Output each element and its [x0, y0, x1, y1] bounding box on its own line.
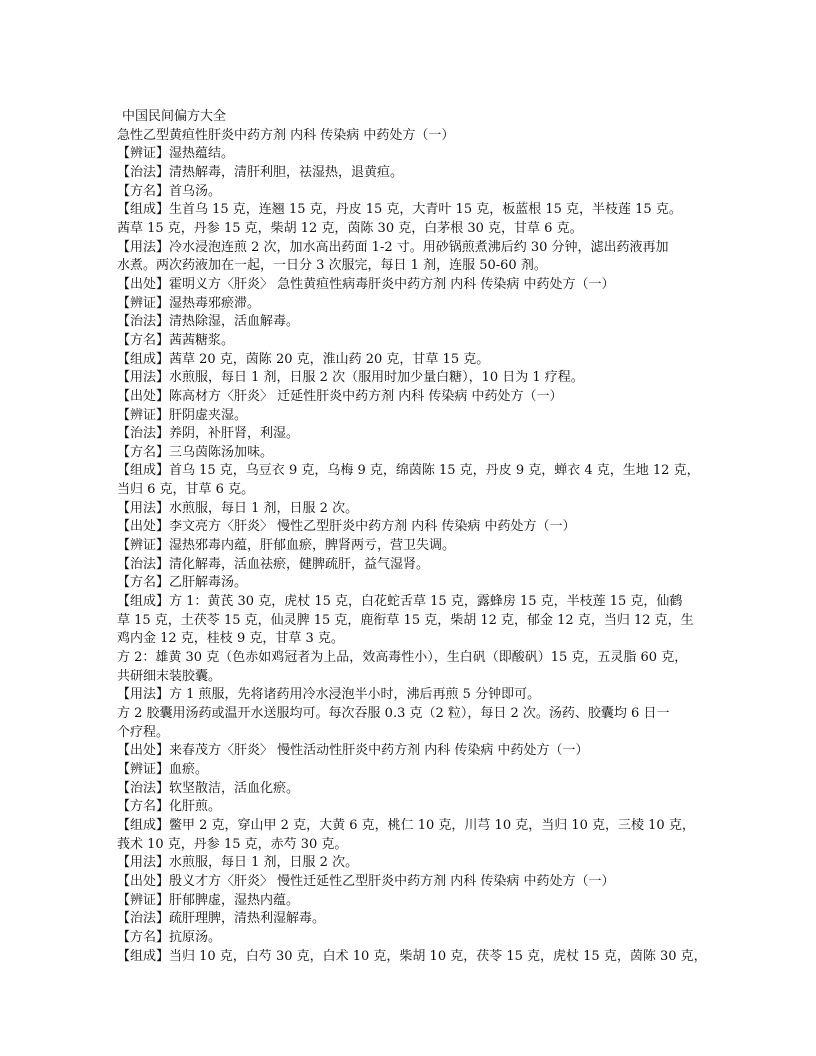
text-line: 方 2 胶囊用汤药或温开水送服均可。每次吞服 0.3 克（2 粒），每日 2 次。汤药、胶囊均 6 日一	[117, 706, 670, 721]
text-line: 【辨证】肝郁脾虚，湿热内蕴。	[117, 892, 300, 908]
text-line: 【治法】清热除湿，活血解毒。	[117, 314, 300, 330]
text-line: 【用法】水煎服，每日 1 剂，日服 2 次。	[117, 500, 359, 516]
text-line: 莪术 10 克，丹参 15 克，赤芍 30 克。	[117, 836, 348, 852]
text-line: 【用法】水煎服，每日 1 剂，日服 2 次（服用时加少量白糖），10 日为 1 疗程。	[117, 370, 584, 386]
text-line: 【方名】化肝煎。	[117, 799, 222, 815]
source-line: 【出处】霍明义方〈肝炎〉 急性黄疸性病毒肝炎中药方剂 内科 传染病 中药处方（一）	[117, 276, 615, 292]
source-line: 【出处】李文亮方〈肝炎〉 慢性乙型肝炎中药方剂 内科 传染病 中药处方（一）	[117, 519, 576, 535]
text-line: 【治法】清化解毒，活血祛瘀，健脾疏肝，益气湿肾。	[117, 556, 430, 572]
text-line: 【辨证】血瘀。	[117, 761, 209, 777]
text-line: 【辨证】肝阴虚夹湿。	[117, 407, 248, 423]
text-line: 【组成】茜草 20 克，茵陈 20 克，淮山药 20 克，甘草 15 克。	[117, 351, 490, 367]
text-line: 个疗程。	[117, 724, 170, 740]
text-line: 水煮。两次药液加在一起，一日分 3 次服完，每日 1 剂，连服 50-60 剂。	[117, 258, 547, 274]
text-line: 鸡内金 12 克，桂枝 9 克，甘草 3 克。	[117, 631, 344, 647]
text-line: 【方名】首乌汤。	[117, 183, 222, 199]
text-line: 【辨证】湿热毒邪瘀滞。	[117, 295, 261, 311]
text-line: 【组成】当归 10 克，白芍 30 克，白术 10 克，柴胡 10 克，茯苓 15 克，虎杖 15 克，茵陈 30 克，	[117, 948, 707, 964]
text-line: 茜草 15 克，丹参 15 克，柴胡 12 克，茵陈 30 克，白茅根 30 克，甘草 6 克。	[117, 220, 583, 236]
text-line: 【组成】鳖甲 2 克，穿山甲 2 克，大黄 6 克，桃仁 10 克，川芎 10 克，当归 10 克，三棱 10 克，	[117, 817, 695, 833]
text-line: 【组成】方 1：黄芪 30 克，虎杖 15 克，白花蛇舌草 15 克，露蜂房 15 克，半枝莲 15 克，仙鹤	[117, 594, 683, 610]
text-line: 【用法】方 1 煎服，先将诸药用冷水浸泡半小时，沸后再煎 5 分钟即可。	[117, 687, 541, 703]
source-line: 【出处】殷义才方〈肝炎〉 慢性迁延性乙型肝炎中药方剂 内科 传染病 中药处方（一）	[117, 873, 615, 889]
document-page	[117, 108, 707, 966]
text-line: 【辨证】湿热蕴结。	[117, 146, 235, 162]
text-line: 方 2：雄黄 30 克（色赤如鸡冠者为上品，效高毒性小），生白矾（即酸矾）15 克，五灵脂 60 克，	[117, 650, 688, 666]
text-line: 【治法】养阴，补肝肾，利湿。	[117, 426, 300, 442]
text-line: 【用法】冷水浸泡连煎 2 次，加水高出药面 1-2 寸。用砂锅煎煮沸后约 30 分钟，滤出药液再加	[117, 239, 669, 255]
text-line: 【方名】乙肝解毒汤。	[117, 575, 248, 591]
text-line: 【方名】三乌茵陈汤加味。	[117, 444, 274, 460]
text-line: 【治法】疏肝理脾，清热利湿解毒。	[117, 911, 326, 927]
text-line: 【治法】软坚散洁，活血化瘀。	[117, 780, 300, 796]
text-line: 【方名】抗原汤。	[117, 929, 222, 945]
section-heading: 急性乙型黄疸性肝炎中药方剂 内科 传染病 中药处方（一）	[117, 127, 455, 143]
text-line: 草 15 克，土茯苓 15 克，仙灵脾 15 克，鹿衔草 15 克，柴胡 12 克，郁金 12 克，当归 12 克，生	[117, 612, 694, 628]
text-line: 【方名】茜茜糖浆。	[117, 332, 235, 348]
text-line: 【治法】清热解毒，清肝利胆，祛湿热，退黄疸。	[117, 164, 404, 180]
document-title: 中国民间偏方大全	[122, 109, 227, 124]
text-line: 【用法】水煎服，每日 1 剂，日服 2 次。	[117, 855, 359, 871]
source-line: 【出处】陈高材方〈肝炎〉 迁延性肝炎中药方剂 内科 传染病 中药处方（一）	[117, 388, 563, 404]
text-line: 共研细末装胶囊。	[117, 668, 222, 684]
text-line: 【组成】首乌 15 克，乌豆衣 9 克，乌梅 9 克，绵茵陈 15 克，丹皮 9 克，蝉衣 4 克，生地 12 克，	[117, 463, 700, 479]
source-line: 【出处】来春茂方〈肝炎〉 慢性活动性肝炎中药方剂 内科 传染病 中药处方（一）	[117, 743, 589, 759]
text-line: 【辨证】湿热邪毒内蕴，肝郁血瘀，脾肾两亏，营卫失调。	[117, 538, 456, 554]
text-line: 当归 6 克，甘草 6 克。	[117, 482, 255, 498]
text-line: 【组成】生首乌 15 克，连翘 15 克，丹皮 15 克，大青叶 15 克，板蓝根 15 克，半枝莲 15 克。	[117, 202, 682, 218]
